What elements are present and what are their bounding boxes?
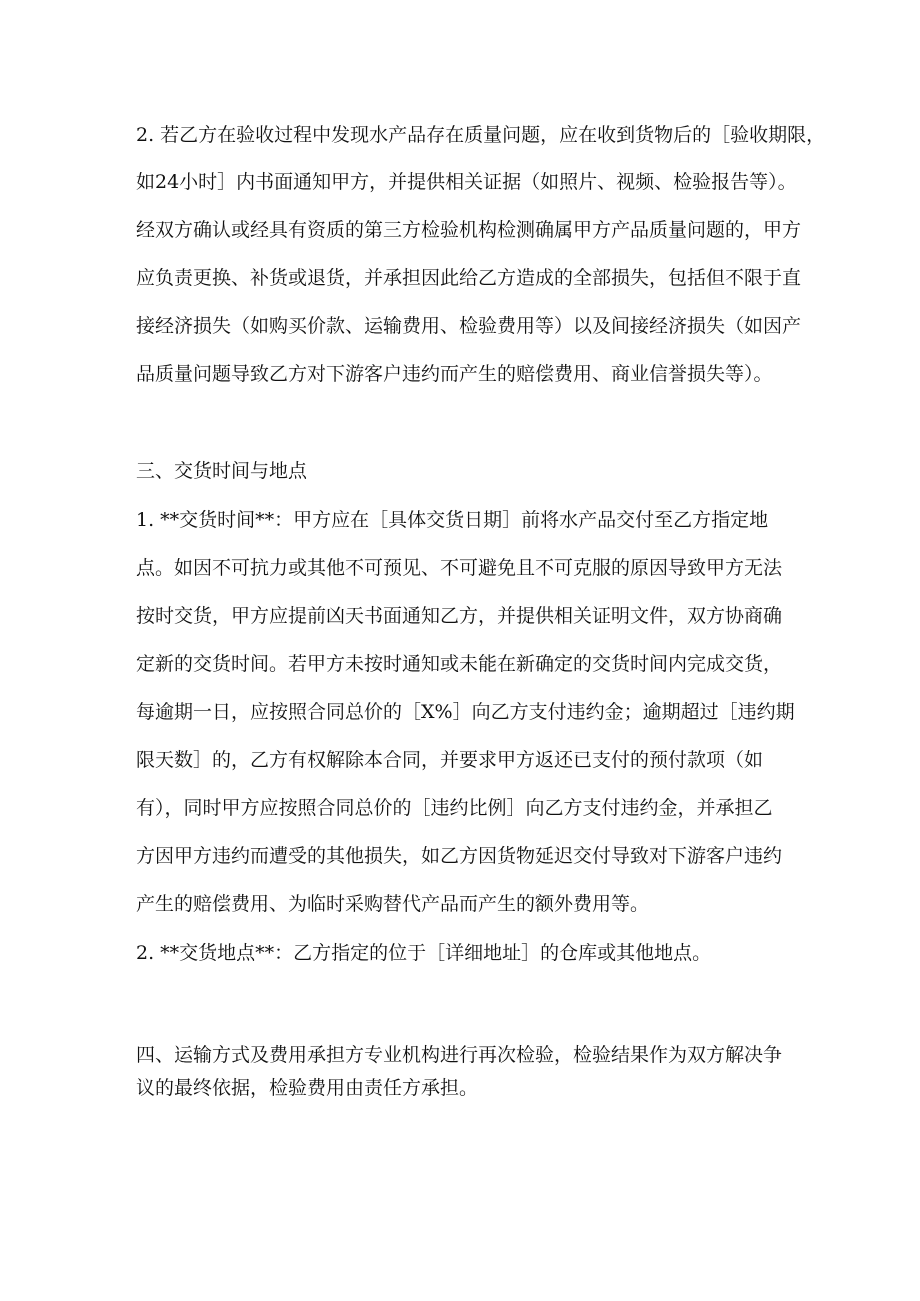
clause-3-1-line-6: 限天数］的，乙方有权解除本合同，并要求甲方返还已支付的预付款项（如: [136, 749, 764, 771]
section-4-line-2: 议的最终依据，检验费用由责任方承担。: [136, 1077, 479, 1099]
clause-3-1-line-5: 每逾期一日，应按照合同总价的［X%］向乙方支付违约金；逾期超过［违约期: [136, 701, 795, 723]
clause-3-1-line-4: 定新的交货时间。若甲方未按时通知或未能在新确定的交货时间内完成交货，: [136, 653, 783, 675]
clause-3-1-line-1: 1. **交货时间**：甲方应在［具体交货日期］前将水产品交付至乙方指定地: [136, 509, 769, 531]
clause-2-line-6: 品质量问题导致乙方对下游客户违约而产生的赔偿费用、商业信誉损失等）。: [136, 363, 773, 385]
clause-2-line-5: 接经济损失（如购买价款、运输费用、检验费用等）以及间接经济损失（如因产: [136, 315, 802, 337]
clause-2-line-1: 2. 若乙方在验收过程中发现水产品存在质量问题，应在收到货物后的［验收期限，: [136, 124, 826, 146]
clause-2-line-3: 经双方确认或经具有资质的第三方检验机构检测确属甲方产品质量问题的，甲方: [136, 219, 802, 241]
section-4-line-1: 四、运输方式及费用承担方专业机构进行再次检验，检验结果作为双方解决争: [136, 1044, 783, 1066]
clause-2-line-4: 应负责更换、补货或退货，并承担因此给乙方造成的全部损失，包括但不限于直: [136, 267, 802, 289]
clause-3-2: 2. **交货地点**：乙方指定的位于［详细地址］的仓库或其他地点。: [136, 942, 712, 964]
clause-3-1-line-2: 点。如因不可抗力或其他不可预见、不可避免且不可克服的原因导致甲方无法: [136, 557, 783, 579]
clause-3-1-line-8: 方因甲方违约而遭受的其他损失，如乙方因货物延迟交付导致对下游客户违约: [136, 845, 783, 867]
clause-3-1-line-9: 产生的赔偿费用、为临时采购替代产品而产生的额外费用等。: [136, 893, 650, 915]
clause-3-1-line-7: 有），同时甲方应按照合同总价的［违约比例］向乙方支付违约金，并承担乙: [136, 797, 773, 819]
section-3-heading: 三、交货时间与地点: [136, 460, 308, 482]
clause-3-1-line-3: 按时交货，甲方应提前凶天书面通知乙方，并提供相关证明文件，双方协商确: [136, 605, 783, 627]
clause-2-line-2: 如24小时］内书面通知甲方，并提供相关证据（如照片、视频、检验报告等）。: [136, 171, 797, 193]
